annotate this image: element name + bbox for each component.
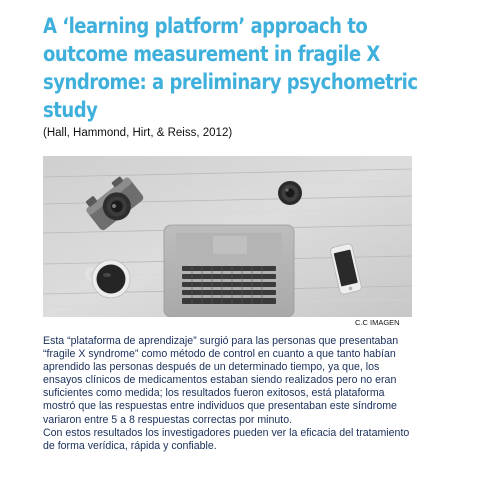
laptop [164, 225, 294, 317]
image-credit: C.C IMAGEN [355, 318, 400, 327]
body-line: Con estos resultados los investigadores pueden ver la eficacia del tratamiento [43, 426, 410, 439]
body-line: aprendido las personas después de un determinado tiempo, ya que, los [43, 361, 380, 374]
body-line: mostró que las respuestas entre individuos que presentaban este síndrome [43, 400, 397, 413]
body-line: de forma verídica, rápida y confiable. [43, 439, 217, 452]
title-line-2: outcome measurement in fragile X [43, 42, 380, 66]
citation: (Hall, Hammond, Hirt, & Reiss, 2012) [43, 127, 233, 139]
title-line-1: A ‘learning platform’ approach to [43, 14, 368, 38]
desk-photo [43, 156, 412, 317]
body-line: Esta “plataforma de aprendizaje” surgió para las personas que presentaban [43, 335, 399, 347]
body-text [43, 335, 463, 453]
title-line-3: syndrome: a preliminary psychometric [43, 70, 418, 94]
body-line: variaron entre 5 a 8 respuestas correctas por minuto. [43, 413, 293, 426]
body-line: suficientes como medida; los resultados fueron exitosos, está plataforma [43, 387, 385, 400]
body-line: “fragile X syndrome” como método de control en cuanto a que tanto habían [43, 348, 396, 361]
camera-lens [278, 181, 302, 205]
article-title [43, 12, 418, 124]
title-line-4: study [43, 98, 98, 122]
body-line: ensayos clínicos de medicamentos estaban siendo realizados pero no eran [43, 374, 397, 387]
